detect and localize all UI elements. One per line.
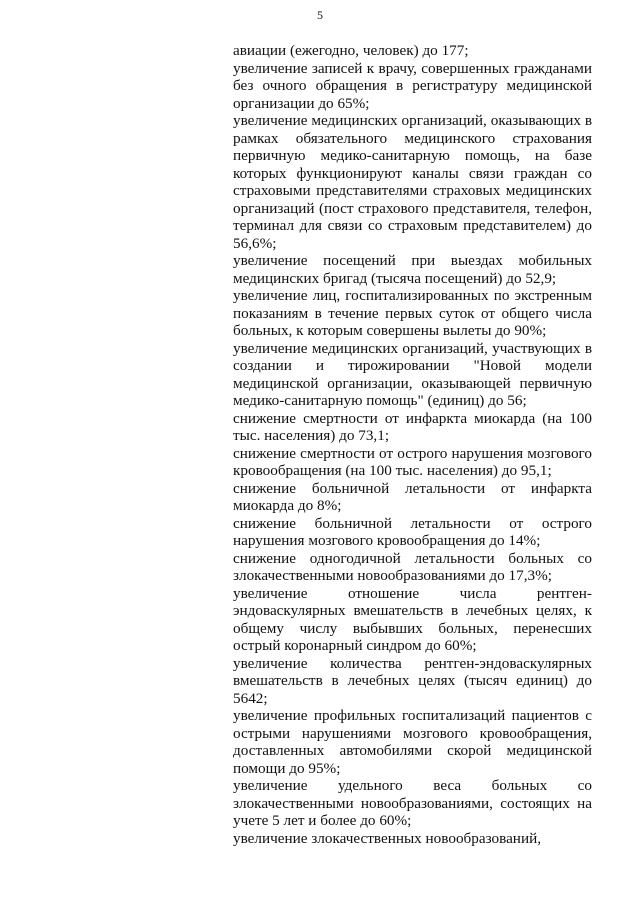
paragraph-doctor-appointments: увеличение записей к врачу, совершенных гражданами без очного обращения в регистратуру медицинской организации до 65%; — [233, 59, 592, 112]
paragraph-one-year-lethality: снижение одногодичной летальности больных со злокачественными новообразованиями до 17,3%; — [233, 549, 592, 584]
page-number: 5 — [317, 8, 323, 22]
paragraph-hospital-lethality-stroke: снижение больничной летальности от острого нарушения мозгового кровообращения до 14%; — [233, 514, 592, 549]
document-body — [233, 42, 592, 847]
paragraph-emergency-hospitalization: увеличение лиц, госпитализированных по экстренным показаниям в течение первых суток от общего числа больных, к которым совершены вылеты до 90%; — [233, 287, 592, 339]
paragraph-endovascular-count: увеличение количества рентген-эндоваскулярных вмешательств в лечебных целях (тысяч единиц) до 5642; — [233, 654, 592, 707]
paragraph-neoplasms-continued: увеличение злокачественных новообразований, — [233, 829, 541, 847]
paragraph-stroke-mortality: снижение смертности от острого нарушения мозгового кровообращения (на 100 тыс. населения) до 95,1; — [233, 444, 592, 479]
paragraph-myocardial-mortality: снижение смертности от инфаркта миокарда (на 100 тыс. населения) до 73,1; — [233, 409, 592, 444]
paragraph-new-model-organizations: увеличение медицинских организаций, участвующих в создании и тирожировании "Новой модели медицинской организации, оказывающей первичную медико-санитарную помощь" (единиц) до 56; — [233, 339, 592, 409]
paragraph-endovascular-ratio: увеличение отношение числа рентген-эндоваскулярных вмешательств в лечебных целях, к общему числу выбывших больных, перенесших острый коронарный синдром до 60%; — [233, 584, 592, 654]
paragraph-profile-hospitalizations: увеличение профильных госпитализаций пациентов с острыми нарушениями мозгового кровообращения, доставленных автомобилями скорой медицинской помощи до 95%; — [233, 707, 592, 777]
paragraph-aviation: авиации (ежегодно, человек) до 177; — [233, 42, 469, 59]
paragraph-hospital-lethality-infarction: снижение больничной летальности от инфаркта миокарда до 8%; — [233, 479, 592, 514]
paragraph-insurance-representatives: увеличение медицинских организаций, оказывающих в рамках обязательного медицинского страхования первичную медико-санитарную помощь, на базе которых функционируют каналы связи граждан со страховыми представителями страховых медицинских организаций (пост страхового представителя, телефон, терминал для связи со страховым представителем) до 56,6%; — [233, 112, 592, 252]
paragraph-five-year-registered: увеличение удельного веса больных со злокачественными новообразованиями, состоящих на учете 5 лет и более до 60%; — [233, 777, 592, 829]
paragraph-mobile-brigades: увеличение посещений при выездах мобильных медицинских бригад (тысяча посещений) до 52,9; — [233, 252, 592, 287]
